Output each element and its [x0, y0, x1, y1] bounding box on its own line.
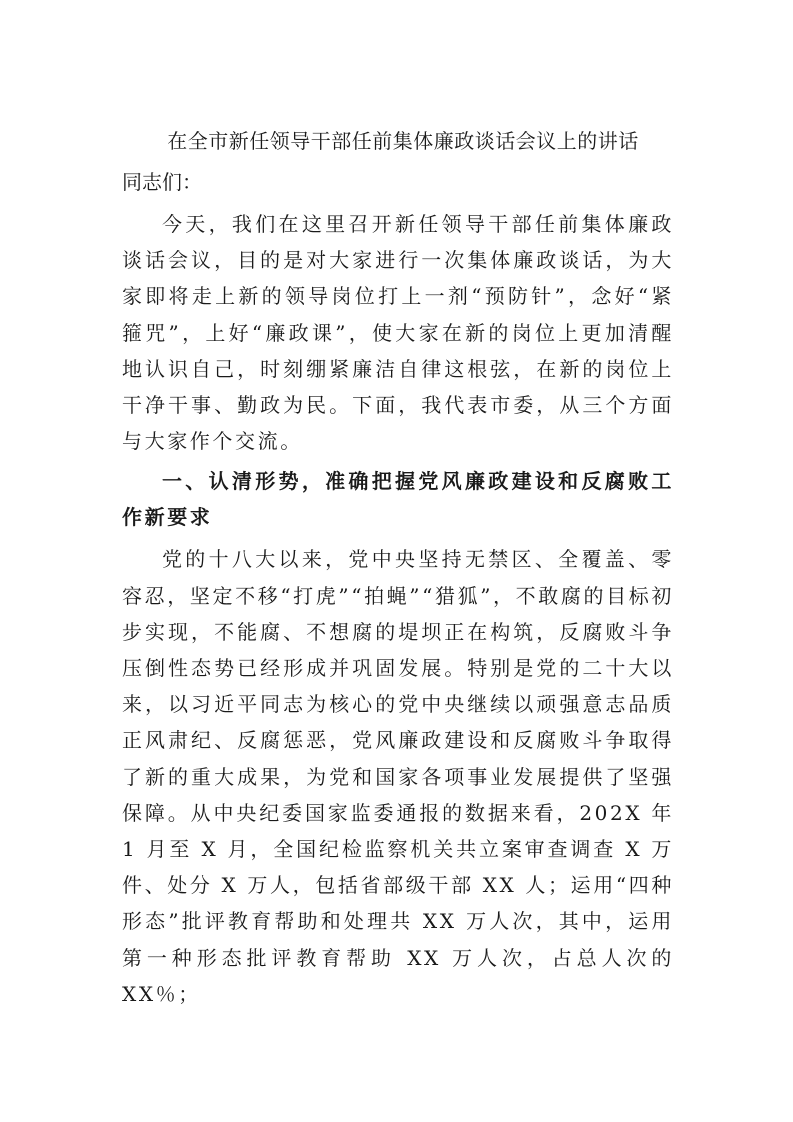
paragraph-intro: 今天，我们在这里召开新任领导干部任前集体廉政谈话会议，目的是对大家进行一次集体廉政谈话，为大家即将走上新的领导岗位打上一剂“预防针”，念好“紧箍咒”，上好“廉政课”，使大家在新的岗位上更加清醒地认识自己，时刻绷紧廉洁自律这根弦，在新的岗位上干净干事、勤政为民。下面，我代表市委，从三个方面与大家作个交流。	[122, 212, 674, 454]
salutation: 同志们：	[122, 170, 202, 194]
paragraph-body: 党的十八大以来，党中央坚持无禁区、全覆盖、零容忍，坚定不移“打虎”“拍蝇”“猎狐”，不敢腐的目标初步实现，不能腐、不想腐的堤坝正在构筑，反腐败斗争压倒性态势已经形成并巩固发展。特别是党的二十大以来，以习近平同志为核心的党中央继续以顽强意志品质正风肃纪、反腐惩恶，党风廉政建设和反腐败斗争取得了新的重大成果，为党和国家各项事业发展提供了坚强保障。从中央纪委国家监委通报的数据来看，202X 年 1 月至 X 月，全国纪检监察机关共立案审查调查 X 万件、处分 X 万人，包括省部级干部 XX 人；运用“四种形态”批评教育帮助和处理共 XX 万人次，其中，运用第一种形态批评教育帮助 XX 万人次，占总人次的 XX％；	[122, 547, 674, 1006]
document-page	[122, 118, 674, 1012]
section-heading-1: 一、认清形势，准确把握党风廉政建设和反腐败工作新要求	[122, 469, 674, 530]
document-title: 在全市新任领导干部任前集体廉政谈话会议上的讲话	[167, 129, 639, 153]
